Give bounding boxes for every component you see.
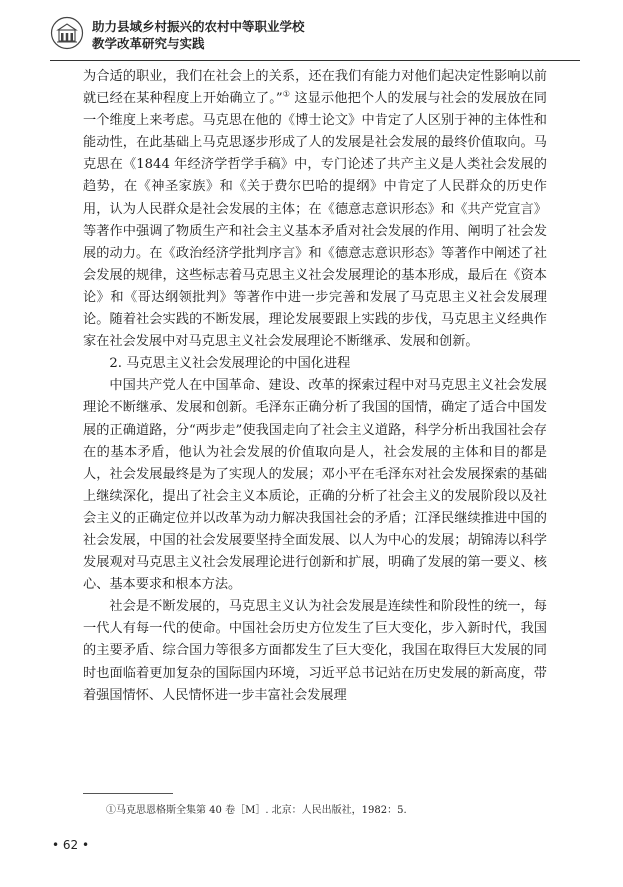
footnote: ①马克思恩格斯全集第 40 卷［M］. 北京：人民出版社，1982：5. <box>106 805 407 816</box>
header-title <box>92 18 305 52</box>
paragraph-1-quote: 为合适的职业，我们在社会上的关系，还在我们有能力对他们起决定性影响以前就已经在某种程度上开始确立了。” <box>83 69 547 107</box>
paragraph-3: 社会是不断发展的，马克思主义认为社会发展是连续性和阶段性的统一，每一代人有每一代的使命。中国社会历史方位发生了巨大变化，步入新时代，我国的主要矛盾、综合国力等很多方面都发生了巨大变化，我国在取得巨大发展的同时也面临着更加复杂的国际国内环境，习近平总书记站在历史发展的新高度，带着强国情怀、人民情怀进一步丰富社会发展理 <box>83 599 547 703</box>
running-header <box>50 12 590 62</box>
footnote-ref: ① <box>282 89 291 99</box>
footnote-divider <box>83 793 173 794</box>
header-title-line2: 教学改革研究与实践 <box>92 36 205 51</box>
header-title-line1: 助力县域乡村振兴的农村中等职业学校 <box>92 19 305 34</box>
page-number: • 62 • <box>52 838 90 852</box>
section-heading: 2. 马克思主义社会发展理论的中国化进程 <box>109 356 351 372</box>
paragraph-1 <box>83 66 547 353</box>
header-divider <box>50 60 580 61</box>
paragraph-1-rest: 这显示他把个人的发展与社会的发展放在同一个维度上来考虑。马克思在他的《博士论文》中肯定了人区别于神的主体性和能动性，在此基础上马克思逐步形成了人的发展是社会发展的最终价值取向。马克思在《1844 年经济学哲学手稿》中，专门论述了共产主义是人类社会发展的趋势，在《神圣家族》和《关于费尔巴哈的提纲》中肯定了人民群众的历史作用，认为人民群众是社会发展的主体；在《德意志意识形态》和《共产党宣言》等著作中强调了物质生产和社会主义基本矛盾对社会发展的作用、阐明了社会发展的动力。在《政治经济学批判序言》和《德意志意识形态》等著作中阐述了社会发展的规律，这些标志着马克思主义社会发展理论的基本形成，最后在《资本论》和《哥达纲领批判》等著作中进一步完善和发展了马克思主义社会发展理论。随着社会实践的不断发展，理论发展要跟上实践的步伐，马克思主义经典作家在社会发展中对马克思主义社会发展理论不断继承、发展和创新。 <box>83 91 547 350</box>
school-building-icon <box>50 16 84 50</box>
main-text <box>83 66 547 707</box>
paragraph-2: 中国共产党人在中国革命、建设、改革的探索过程中对马克思主义社会发展理论不断继承、发展和创新。毛泽东正确分析了我国的国情，确定了适合中国发展的正确道路，分“两步走”使我国走向了社会主义道路，科学分析出我国社会存在的基本矛盾，他认为社会发展的价值取向是人，社会发展的主体和目的都是人，社会发展最终是为了实现人的发展；邓小平在毛泽东对社会发展探索的基础上继续深化，提出了社会主义本质论，正确的分析了社会主义的发展阶段以及社会主义的正确定位并以改革为动力解决我国社会的矛盾；江泽民继续推进中国的社会发展，中国的社会发展要坚持全面发展、以人为中心的发展；胡锦涛以科学发展观对马克思主义社会发展理论进行创新和扩展，明确了发展的第一要义、核心、基本要求和根本方法。 <box>83 378 547 593</box>
